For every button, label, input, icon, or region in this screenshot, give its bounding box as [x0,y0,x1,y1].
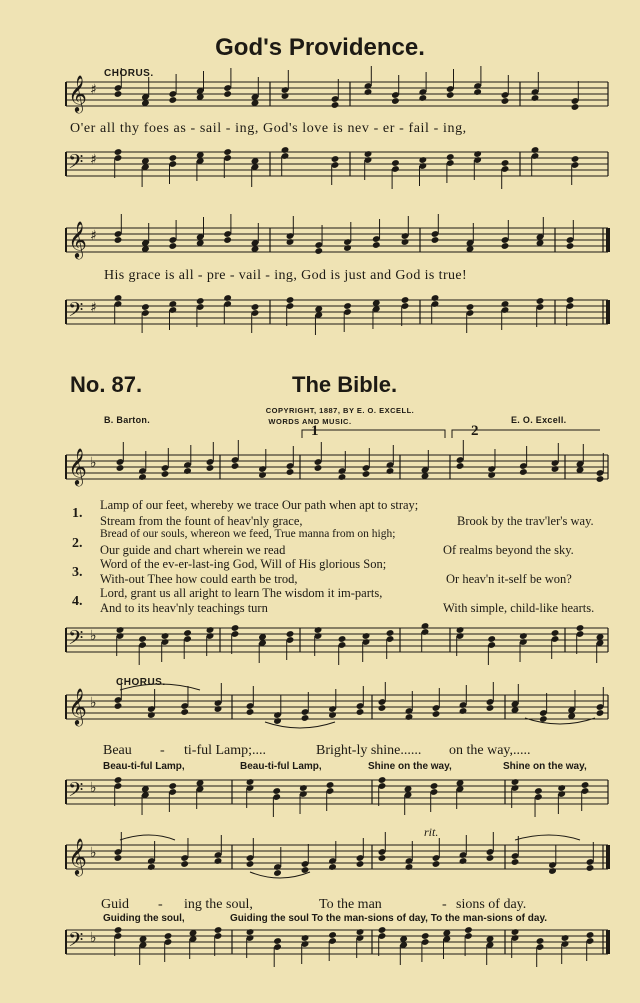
note-head [511,858,520,866]
verse-line: With-out Thee how could earth be trod, [100,572,298,586]
chorus-underline: Guiding the soul To the man-sions of day, To the man-sions of day. [230,913,548,924]
note-head [141,303,150,311]
first-ending-label: 1 [311,423,319,439]
first-ending-bracket [302,430,445,438]
verse-line: And to its heav'nly teachings turn [100,601,268,615]
note-head [246,928,255,936]
note-head [331,101,340,109]
note-head [456,462,465,470]
note-head [405,713,414,721]
lyrics-line: O'er all thy foes as - sail - ing, God's love is nev - er - fail - ing, [70,121,467,136]
note-head [548,867,557,875]
note-head [168,782,177,790]
chorus-underline: Shine on the way, [368,761,452,772]
note-head [223,294,232,302]
note-head [343,244,352,252]
note-head [251,303,260,311]
note-head [466,303,475,311]
note-head [356,860,365,868]
note-head [501,159,510,167]
note-head [386,467,395,475]
note-head [356,708,365,716]
note-head [576,624,585,632]
note-head [180,708,189,716]
note-head [446,91,455,99]
note-head [164,932,173,940]
verse-number: 1. [72,506,83,521]
note-head [299,784,308,792]
note-head [168,96,177,104]
note-head [338,473,347,481]
note-head [161,470,170,478]
note-head [501,97,510,105]
note-head [286,468,295,476]
verse-line: Our guide and chart wherein we read [100,543,286,557]
chorus-word: Bright-ly shine...... [316,743,422,758]
chorus-underline: Beau-ti-ful Lamp, [103,761,185,772]
key-sharp-icon: ♯ [90,228,97,244]
note-head [459,707,468,715]
note-head [286,630,295,638]
note-head [286,238,295,246]
note-head [114,854,123,862]
note-head [356,928,365,936]
slur [120,835,175,840]
note-head [464,926,473,934]
note-head [536,297,545,305]
note-head [223,236,232,244]
key-flat-icon: ♭ [90,930,97,946]
note-head [273,937,282,945]
chorus-word: - [160,743,165,758]
note-head [536,937,545,945]
note-head [314,626,323,634]
composer: E. O. Excell. [511,415,567,425]
note-head [114,90,123,98]
note-head [206,626,215,634]
verse-line: Or heav'n it-self be won? [446,572,572,586]
chorus-word: ti-ful Lamp;.... [184,743,267,758]
note-head [196,297,205,305]
note-head [326,781,335,789]
note-head [421,622,430,630]
note-head [473,150,482,158]
note-head [331,155,340,163]
chorus-underline: Shine on the way, [503,761,587,772]
note-head [223,90,232,98]
copyright: COPYRIGHT, 1887, BY E. O. EXCELL. [265,406,415,415]
chorus-label: CHORUS. [104,68,154,79]
note-head [214,705,223,713]
credit: WORDS AND MUSIC. [268,417,352,426]
note-head [596,475,605,483]
note-head [246,778,255,786]
note-head [116,464,125,472]
note-head [231,462,240,470]
verse-line: Word of the ev-er-last-ing God, Will of His glorious Son; [100,557,387,571]
note-head [183,467,192,475]
note-head [486,854,495,862]
note-head [314,464,323,472]
chorus-label: CHORUS. [116,677,166,688]
note-head [378,854,387,862]
note-head [557,784,566,792]
note-head [511,778,520,786]
note-head [362,632,371,640]
note-head [378,704,387,712]
note-head [551,629,560,637]
verse-number: 4. [72,594,83,609]
note-head [281,92,290,100]
note-head [511,928,520,936]
note-head [147,863,156,871]
bass-clef-icon: 𝄢 [68,298,84,326]
note-head [272,787,281,795]
note-head [596,709,605,717]
treble-clef-icon: 𝄞 [68,74,87,112]
note-head [168,242,177,250]
note-head [486,704,495,712]
note-head [138,473,147,481]
note-head [301,714,310,722]
verse-line: Stream from the fount of heav'nly grace, [100,514,303,528]
note-head [586,864,595,872]
note-head [386,629,395,637]
note-head [114,148,123,156]
note-head [531,94,540,102]
chorus-word: sions of day. [456,897,527,912]
note-head [459,857,468,865]
note-head [114,294,123,302]
note-head [114,776,123,784]
verse-line: Lord, grant us all aright to learn The wisdom it im-parts, [100,586,383,600]
note-head [338,635,347,643]
note-head [258,471,267,479]
note-head [446,153,455,161]
bass-clef-icon: 𝄢 [68,928,84,956]
note-head [501,242,510,250]
note-head [430,782,439,790]
chorus-word: - [442,897,447,912]
chorus-word: Beau [103,743,132,758]
note-head [378,776,387,784]
note-head [168,154,177,162]
note-head [566,242,575,250]
verse-number: 3. [72,565,83,580]
note-head [391,159,400,167]
second-ending-label: 2 [471,423,479,439]
note-head [401,238,410,246]
chorus-word: Guid [101,897,129,912]
note-head [586,931,595,939]
treble-clef-icon: 𝄞 [68,837,87,875]
treble-clef-icon: 𝄞 [68,447,87,485]
note-head [364,88,373,96]
note-head [378,926,387,934]
note-head [116,626,125,634]
note-head [183,629,192,637]
key-sharp-icon: ♯ [90,300,97,316]
key-flat-icon: ♭ [90,695,97,711]
chorus-word: - [158,897,163,912]
author: B. Barton. [104,415,151,425]
note-head [487,635,496,643]
note-head [246,860,255,868]
key-sharp-icon: ♯ [90,82,97,98]
bass-clef-icon: 𝄢 [68,150,84,178]
note-head [456,626,465,634]
note-head [328,711,337,719]
chorus-word: ing the soul, [184,897,253,912]
note-head [571,155,580,163]
note-head [431,236,440,244]
note-head [519,632,528,640]
bass-clef-icon: 𝄢 [68,778,84,806]
verse-line: Bread of our souls, whereon we feed, True manna from on high; [100,528,396,540]
key-sharp-icon: ♯ [90,152,97,168]
note-head [328,863,337,871]
note-head [418,94,427,102]
note-head [421,932,430,940]
note-head [114,702,123,710]
note-head [286,296,295,304]
note-head [273,717,282,725]
note-head [180,860,189,868]
chorus-underline: Beau-ti-ful Lamp, [240,761,322,772]
verse-line: Of realms beyond the sky. [443,543,574,557]
note-head [418,156,427,164]
note-head [161,632,170,640]
key-flat-icon: ♭ [90,455,97,471]
note-head [401,296,410,304]
note-head [581,781,590,789]
chorus-word: To the man [319,897,382,912]
key-flat-icon: ♭ [90,845,97,861]
note-head [432,860,441,868]
note-head [391,97,400,105]
note-head [372,241,381,249]
hymn-title: The Bible. [292,372,398,397]
note-head [343,302,352,310]
note-head [364,150,373,158]
bass-clef-icon: 𝄢 [68,626,84,654]
note-head [231,624,240,632]
note-head [246,708,255,716]
hymn-number: No. 87. [70,372,143,397]
note-head [362,470,371,478]
verse-number: 2. [72,536,83,551]
note-head [432,710,441,718]
note-head [223,148,232,156]
note-head [214,857,223,865]
lyrics-line: His grace is all - pre - vail - ing, God is just and God is true! [104,268,468,283]
verse-line: With simple, child-like hearts. [443,601,595,615]
note-head [571,103,580,111]
verse-line: Brook by the trav'ler's way. [457,514,594,528]
note-head [519,468,528,476]
note-head [531,146,540,154]
note-head [206,464,215,472]
note-head [214,926,223,934]
key-flat-icon: ♭ [90,780,97,796]
note-head [328,931,337,939]
chorus-word: on the way,..... [449,743,531,758]
note-head [168,300,177,308]
note-head [431,294,440,302]
note-head [273,869,282,877]
note-head [551,465,560,473]
note-head [314,247,323,255]
note-head [114,236,123,244]
slur [515,835,580,840]
treble-clef-icon: 𝄞 [68,687,87,725]
rit-marking: rit. [424,825,439,839]
hymn-title: God's Providence. [215,34,425,61]
note-head [147,711,156,719]
note-head [405,863,414,871]
note-head [301,934,310,942]
treble-clef-icon: 𝄞 [68,220,87,258]
note-head [138,635,147,643]
note-head [561,934,570,942]
note-head [534,787,543,795]
key-flat-icon: ♭ [90,628,97,644]
note-head [473,88,482,96]
note-head [487,471,496,479]
chorus-underline: Guiding the soul, [103,913,185,924]
note-head [566,296,575,304]
note-head [114,926,123,934]
note-head [281,146,290,154]
verse-line: Lamp of our feet, whereby we trace Our path when apt to stray; [100,498,419,512]
note-head [501,300,510,308]
